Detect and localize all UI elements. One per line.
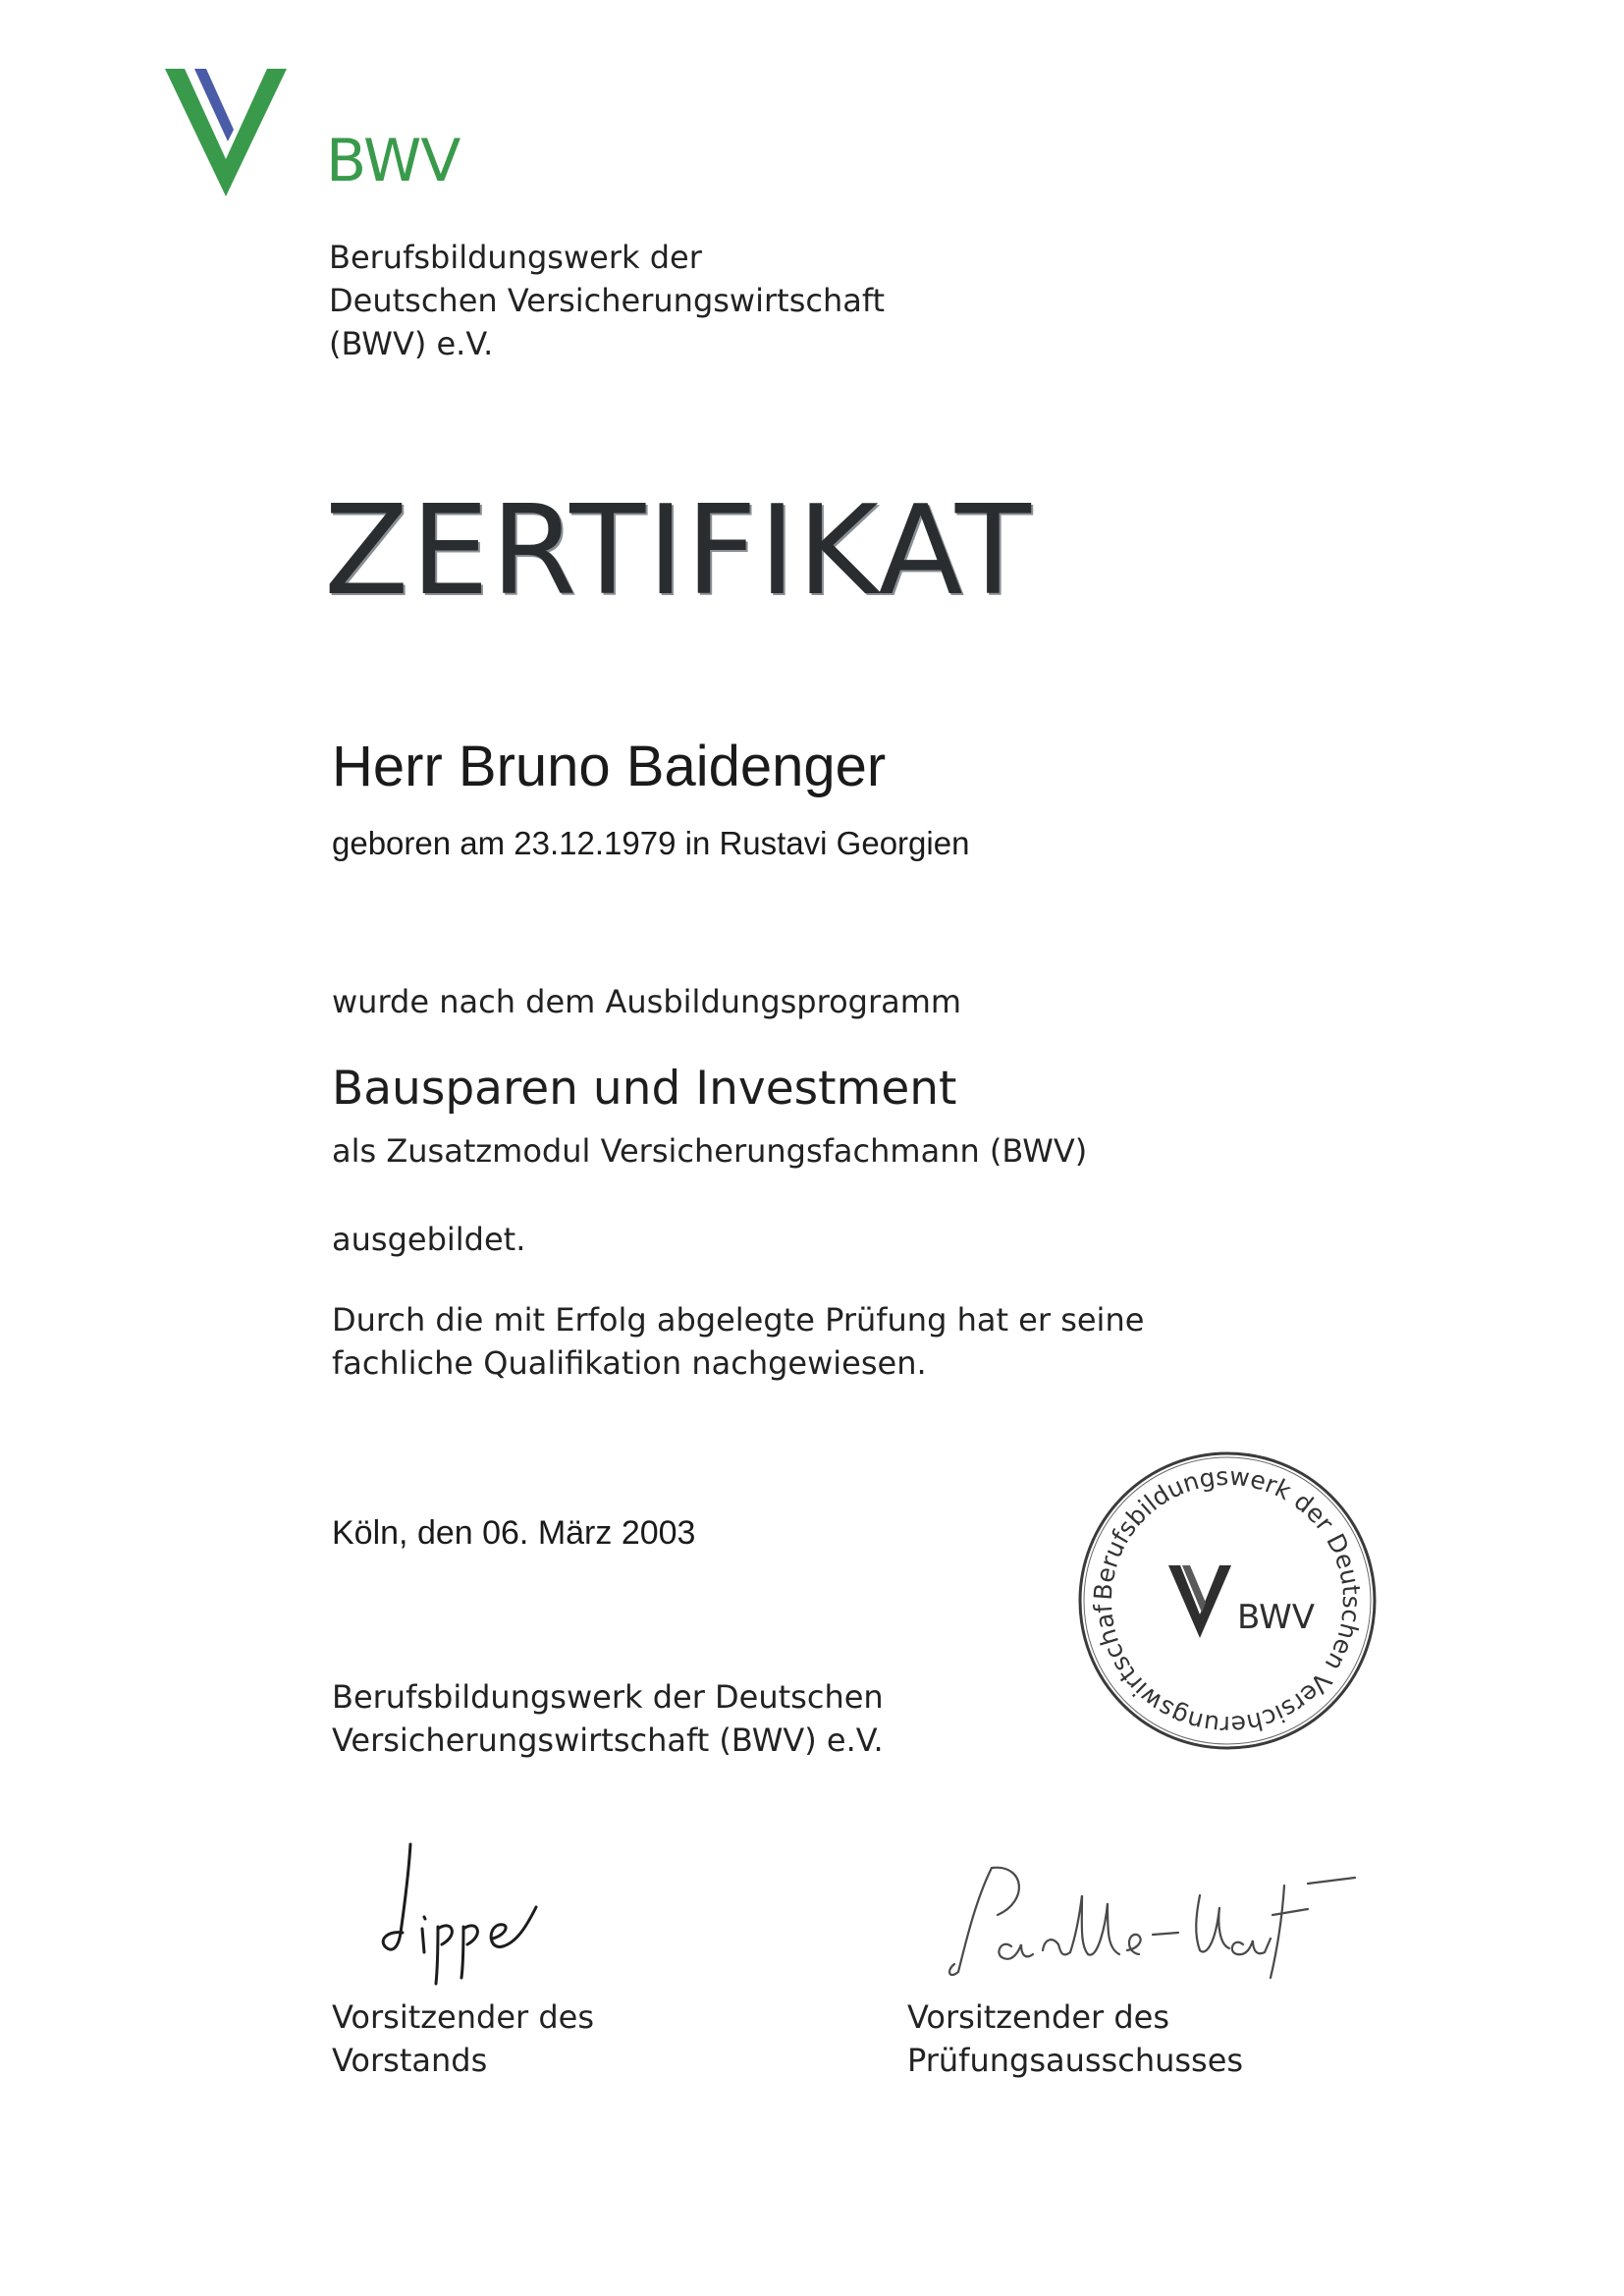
issuer-line: Versicherungswirtschaft (BWV) e.V. [332, 1722, 884, 1759]
logo-text: BWV [326, 127, 460, 195]
programme-name: Bausparen und Investment [332, 1062, 957, 1116]
birth-details: geboren am 23.12.1979 in Rustavi Georgien [332, 825, 970, 861]
official-seal [1072, 1446, 1382, 1756]
org-line: Berufsbildungswerk der [329, 239, 702, 276]
programme-subtitle: als Zusatzmodul Versicherungsfachmann (BWV) [332, 1132, 1088, 1170]
certificate-title: ZERTIFIKAT [324, 478, 1033, 623]
programme-intro: wurde nach dem Ausbildungsprogramm [332, 983, 962, 1020]
signatory-role-right [907, 1995, 1243, 2082]
trained-statement: ausgebildet. [332, 1221, 526, 1258]
org-line: Deutschen Versicherungswirtschaft [329, 282, 886, 319]
seal-v-icon [1168, 1565, 1231, 1638]
signatory-role-left [332, 1995, 594, 2082]
org-line: (BWV) e.V. [329, 325, 494, 362]
qualification-statement [332, 1298, 1144, 1385]
role-line: Prüfungsausschusses [907, 2042, 1244, 2079]
signature-left [363, 1836, 560, 1994]
place-and-date: Köln, den 06. März 2003 [332, 1514, 696, 1552]
qualification-line: fachliche Qualifikation nachgewiesen. [332, 1344, 927, 1382]
issuer-name [332, 1675, 884, 1762]
signature-right [943, 1856, 1375, 1994]
recipient-name: Herr Bruno Baidenger [332, 735, 887, 798]
qualification-line: Durch die mit Erfolg abgelegte Prüfung hat er seine [332, 1301, 1145, 1339]
seal-center-text: BWV [1237, 1598, 1315, 1637]
seal-ring-text: Berufsbildungswerk der Deutschen Versicherungswirtschaf [1088, 1461, 1367, 1740]
organization-name [329, 236, 885, 365]
role-line: Vorsitzender des [907, 1998, 1170, 2036]
issuer-line: Berufsbildungswerk der Deutschen [332, 1678, 884, 1716]
bwv-logo-icon [165, 69, 298, 196]
role-line: Vorstands [332, 2042, 488, 2079]
role-line: Vorsitzender des [332, 1998, 595, 2036]
